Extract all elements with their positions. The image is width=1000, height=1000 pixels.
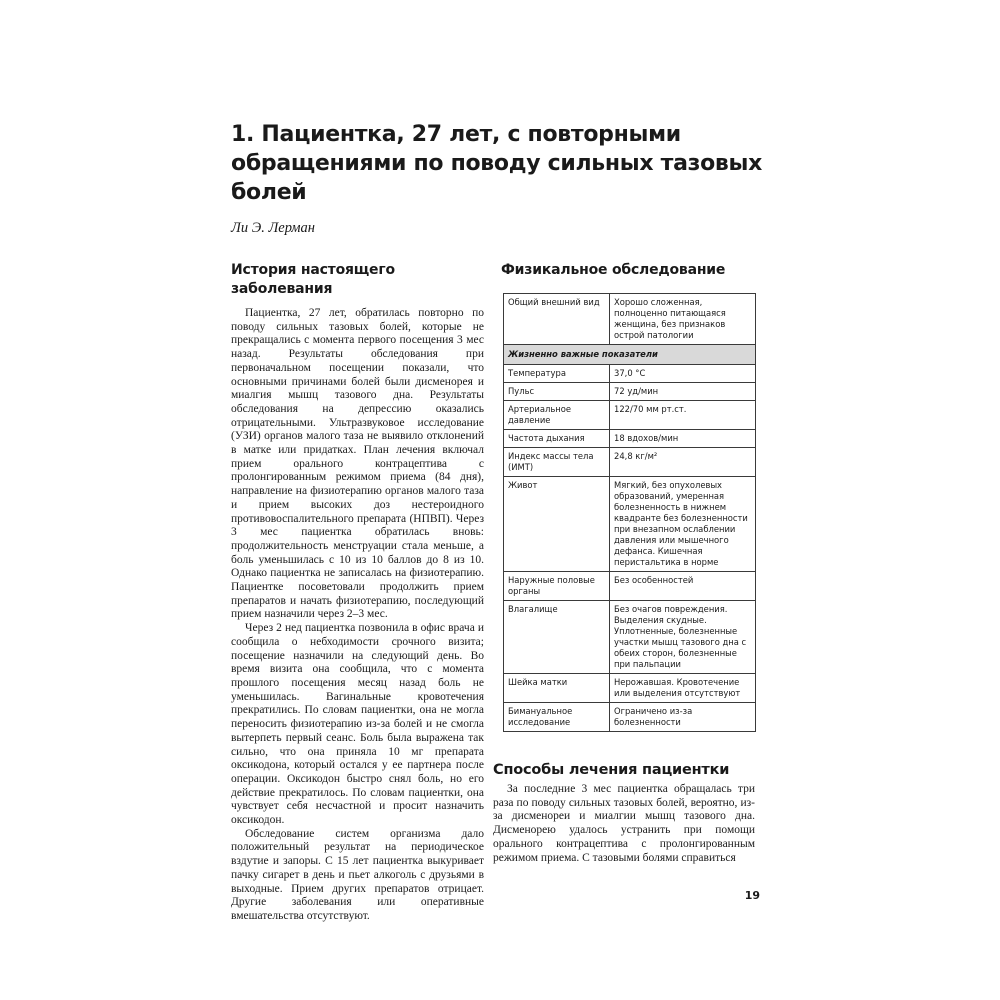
row-label: Частота дыхания bbox=[504, 430, 610, 448]
treatment-text bbox=[493, 783, 755, 865]
row-label: Влагалище bbox=[504, 601, 610, 674]
row-value: Ограничено из-за болезненности bbox=[610, 703, 756, 732]
row-label: Шейка матки bbox=[504, 674, 610, 703]
row-value: 122/70 мм рт.ст. bbox=[610, 401, 756, 430]
exam-heading: Физикальное обследование bbox=[501, 262, 726, 278]
table-row bbox=[504, 294, 756, 345]
table-row bbox=[504, 477, 756, 572]
row-label: Живот bbox=[504, 477, 610, 572]
row-value: 24,8 кг/м² bbox=[610, 448, 756, 477]
treatment-heading: Способы лечения пациентки bbox=[493, 762, 730, 778]
row-label: Температура bbox=[504, 365, 610, 383]
row-value: Нерожавшая. Кровотечение или выделения отсутствуют bbox=[610, 674, 756, 703]
table-row bbox=[504, 383, 756, 401]
row-value: Без особенностей bbox=[610, 572, 756, 601]
history-paragraph: Пациентка, 27 лет, обратилась повторно по поводу сильных тазовых болей, которые не прекращались с момента первого посещения 3 мес назад. Результаты обследования при первоначальном посещении показали, что основными причинами болей были дисменорея и миалгия мышц тазового дна. Результаты обследования на депрессию оказались отрицательными. Ультразвуковое исследование (УЗИ) органов малого таза не выявило отклонений в матке или придатках. План лечения включал прием орального контрацептива с пролонгированным режимом приема (84 дня), направление на физиотерапию органов малого таза и прием высоких доз нестероидного противовоспалительного препарата (НПВП). Через 3 мес пациентка обратилась вновь: продолжительность менструации стала меньше, а боль уменьшилась с 10 из 10 баллов до 8 из 10. Однако пациентка не записалась на физиотерапию. Пациентке посоветовали продолжить прием препаратов и начать физиотерапию, последующий прием назначили через 2–3 мес. bbox=[231, 307, 484, 621]
row-value: Без очагов повреждения. Выделения скудные. Уплотненные, болезненные участки мышц тазового дна с обеих сторон, болезненные при пальпации bbox=[610, 601, 756, 674]
author: Ли Э. Лерман bbox=[231, 220, 315, 236]
table-row bbox=[504, 703, 756, 732]
table-subheader-row bbox=[504, 345, 756, 365]
table-row bbox=[504, 448, 756, 477]
table-row bbox=[504, 674, 756, 703]
exam-table bbox=[503, 293, 756, 732]
treatment-paragraph: За последние 3 мес пациентка обращалась три раза по поводу сильных тазовых болей, вероятно, из-за дисменореи и миалгии мышц тазового дна. Дисменорею удалось устранить при помощи орального контрацептива с пролонгированным режимом приема. С тазовыми болями справиться bbox=[493, 783, 755, 864]
row-label: Бимануальное исследование bbox=[504, 703, 610, 732]
row-label: Пульс bbox=[504, 383, 610, 401]
row-label: Индекс массы тела (ИМТ) bbox=[504, 448, 610, 477]
row-value: 72 уд/мин bbox=[610, 383, 756, 401]
table-row bbox=[504, 401, 756, 430]
row-label: Общий внешний вид bbox=[504, 294, 610, 345]
table-row bbox=[504, 365, 756, 383]
history-heading: История настоящего заболевания bbox=[231, 262, 395, 297]
history-text bbox=[231, 307, 484, 924]
page-number: 19 bbox=[744, 889, 760, 902]
table-row bbox=[504, 601, 756, 674]
row-value: Мягкий, без опухолевых образований, умеренная болезненность в нижнем квадранте без болезненности при внезапном ослаблении давления или мышечного дефанса. Кишечная перистальтика в норме bbox=[610, 477, 756, 572]
table-row bbox=[504, 572, 756, 601]
row-label: Артериальное давление bbox=[504, 401, 610, 430]
table-row bbox=[504, 430, 756, 448]
row-value: 18 вдохов/мин bbox=[610, 430, 756, 448]
row-label: Наружные половые органы bbox=[504, 572, 610, 601]
chapter-title: 1. Пациентка, 27 лет, с повторными обращениями по поводу сильных тазовых болей bbox=[231, 122, 763, 205]
vitals-subheader: Жизненно важные показатели bbox=[504, 345, 756, 365]
history-paragraph: Обследование систем организма дало положительный результат на периодическое вздутие и запоры. С 15 лет пациентка выкуривает пачку сигарет в день и пьет алкоголь с друзьями в выходные. Прием других препаратов отрицает. Другие заболевания или оперативные вмешательства отсутствуют. bbox=[231, 827, 484, 922]
history-paragraph: Через 2 нед пациентка позвонила в офис врача и сообщила о небходимости срочного визита; посещение назначили на следующий день. Во время визита она сообщила, что с момента прошлого посещения месяц назад боль не уменьшилась. Вагинальные кровотечения прекратились. По словам пациентки, она не могла переносить физиотерапию из-за болей и не смогла вытерпеть первый сеанс. Боль была выражена так сильно, что она приняла 10 мг препарата оксикодона, который остался у ее партнера после операции. Оксикодон быстро снял боль, но его действие прекратилось. По словам пациентки, она чувствует себя несчастной и просит назначить оксикодон. bbox=[231, 622, 484, 827]
row-value: Хорошо сложенная, полноценно питающаяся женщина, без признаков острой патологии bbox=[610, 294, 756, 345]
row-value: 37,0 °C bbox=[610, 365, 756, 383]
